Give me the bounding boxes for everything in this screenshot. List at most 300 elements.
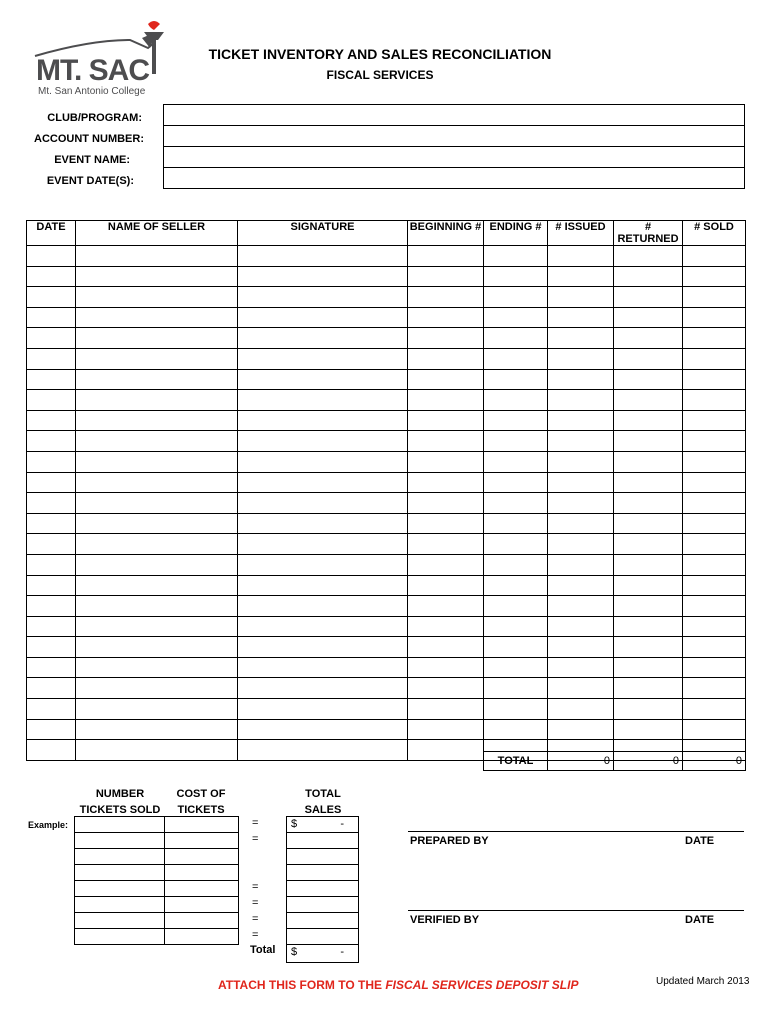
table-cell[interactable] (683, 616, 746, 637)
table-cell[interactable] (484, 431, 548, 452)
calc-row (75, 881, 239, 897)
table-row (27, 431, 746, 452)
table-cell[interactable] (238, 596, 408, 617)
table-cell[interactable] (548, 657, 614, 678)
table-cell[interactable] (76, 534, 238, 555)
table-cell[interactable] (238, 410, 408, 431)
table-cell[interactable] (614, 493, 683, 514)
total-sales-cell[interactable] (287, 929, 359, 945)
table-cell[interactable] (683, 266, 746, 287)
table-row (27, 246, 746, 267)
table-cell[interactable] (27, 699, 76, 720)
event-name-field[interactable] (163, 146, 745, 168)
table-cell[interactable] (238, 554, 408, 575)
table-cell[interactable] (76, 637, 238, 658)
table-cell[interactable] (27, 575, 76, 596)
event-name-label: EVENT NAME: (54, 154, 130, 166)
table-cell[interactable] (683, 410, 746, 431)
table-cell[interactable] (408, 596, 484, 617)
table-cell[interactable] (614, 575, 683, 596)
tickets-sold-cell[interactable] (75, 913, 165, 929)
table-cell[interactable] (548, 554, 614, 575)
table-cell[interactable] (548, 596, 614, 617)
total-sales-cell[interactable] (287, 865, 359, 881)
table-cell[interactable] (27, 678, 76, 699)
table-cell[interactable] (683, 699, 746, 720)
table-cell[interactable] (27, 513, 76, 534)
table-cell[interactable] (238, 740, 408, 761)
table-cell[interactable] (408, 266, 484, 287)
table-cell[interactable] (76, 410, 238, 431)
calc-row (287, 833, 359, 849)
table-cell[interactable] (408, 719, 484, 740)
mt-sac-logo (30, 18, 180, 100)
calc-row (75, 913, 239, 929)
table-cell[interactable] (484, 719, 548, 740)
table-cell[interactable] (238, 451, 408, 472)
table-cell[interactable] (408, 410, 484, 431)
verified-by-label: VERIFIED BY (410, 914, 480, 926)
total-sales-cell[interactable] (287, 881, 359, 897)
table-cell[interactable] (27, 246, 76, 267)
table-cell[interactable] (76, 678, 238, 699)
table-cell[interactable] (76, 513, 238, 534)
table-cell[interactable] (484, 472, 548, 493)
table-cell[interactable] (27, 534, 76, 555)
table-row (27, 657, 746, 678)
table-cell[interactable] (27, 657, 76, 678)
table-cell[interactable] (408, 328, 484, 349)
table-cell[interactable] (683, 513, 746, 534)
table-cell[interactable] (408, 348, 484, 369)
total-sales-cell[interactable] (287, 833, 359, 849)
attach-instruction (218, 978, 578, 992)
table-cell[interactable] (614, 390, 683, 411)
table-cell[interactable] (614, 513, 683, 534)
table-cell[interactable] (614, 328, 683, 349)
table-cell[interactable] (408, 699, 484, 720)
table-cell[interactable] (408, 472, 484, 493)
ticket-cost-cell[interactable] (165, 897, 239, 913)
tickets-sold-cell[interactable] (75, 929, 165, 945)
table-cell[interactable] (27, 719, 76, 740)
prepared-by-line (408, 831, 744, 832)
table-cell[interactable] (683, 554, 746, 575)
table-row (27, 390, 746, 411)
table-cell[interactable] (484, 657, 548, 678)
club-program-label: CLUB/PROGRAM: (47, 112, 142, 124)
table-cell[interactable] (683, 472, 746, 493)
table-cell[interactable] (548, 451, 614, 472)
table-cell[interactable] (484, 493, 548, 514)
logo-tagline: Mt. San Antonio College (38, 86, 146, 97)
table-row (27, 410, 746, 431)
table-cell[interactable] (408, 431, 484, 452)
col-signature: SIGNATURE (238, 221, 408, 246)
table-row (27, 678, 746, 699)
table-cell[interactable] (548, 616, 614, 637)
table-cell[interactable] (238, 348, 408, 369)
table-cell[interactable] (408, 740, 484, 761)
table-cell[interactable] (238, 657, 408, 678)
table-cell[interactable] (76, 431, 238, 452)
table-cell[interactable] (683, 678, 746, 699)
table-cell[interactable] (27, 616, 76, 637)
example-label: Example: (28, 820, 69, 830)
ticket-cost-cell[interactable] (165, 929, 239, 945)
table-cell[interactable] (484, 699, 548, 720)
updated-date: Updated March 2013 (656, 976, 750, 987)
table-row (27, 348, 746, 369)
table-cell[interactable] (408, 307, 484, 328)
total-sales-cell[interactable] (287, 849, 359, 865)
table-cell[interactable] (408, 390, 484, 411)
ticket-cost-cell[interactable] (165, 865, 239, 881)
inventory-table (26, 220, 746, 761)
table-cell[interactable] (683, 451, 746, 472)
calc-row (75, 929, 239, 945)
equals-sign: = (252, 833, 259, 845)
calc-header-cost-line2: TICKETS (177, 804, 225, 816)
table-row (27, 266, 746, 287)
tickets-sold-cell[interactable] (75, 833, 165, 849)
table-row (27, 513, 746, 534)
total-sales-cell[interactable] (287, 817, 359, 833)
table-cell[interactable] (484, 616, 548, 637)
table-cell[interactable] (238, 616, 408, 637)
table-cell[interactable] (683, 348, 746, 369)
table-cell[interactable] (408, 657, 484, 678)
table-cell[interactable] (27, 740, 76, 761)
calc-header-total-line1: TOTAL (305, 788, 341, 800)
table-cell[interactable] (683, 390, 746, 411)
table-cell[interactable] (484, 678, 548, 699)
equals-sign: = (252, 817, 259, 829)
table-cell[interactable] (27, 369, 76, 390)
col-beginning: BEGINNING # (408, 221, 484, 246)
table-row (27, 534, 746, 555)
table-cell[interactable] (614, 369, 683, 390)
table-cell[interactable] (484, 246, 548, 267)
table-cell[interactable] (408, 637, 484, 658)
table-cell[interactable] (548, 699, 614, 720)
table-cell[interactable] (484, 451, 548, 472)
attach-prefix: ATTACH THIS FORM TO THE (218, 978, 386, 992)
table-cell[interactable] (548, 493, 614, 514)
table-cell[interactable] (548, 266, 614, 287)
col-ending: ENDING # (484, 221, 548, 246)
table-cell[interactable] (484, 266, 548, 287)
total-issued: 0 (548, 752, 614, 771)
calc-header-total-line2: SALES (304, 804, 342, 816)
table-cell[interactable] (614, 699, 683, 720)
table-cell[interactable] (683, 596, 746, 617)
table-cell[interactable] (76, 348, 238, 369)
table-row (27, 472, 746, 493)
table-cell[interactable] (238, 390, 408, 411)
table-cell[interactable] (76, 699, 238, 720)
calc-header-total (288, 786, 358, 818)
table-cell[interactable] (484, 596, 548, 617)
table-cell[interactable] (614, 657, 683, 678)
table-cell[interactable] (484, 410, 548, 431)
table-row (27, 369, 746, 390)
table-cell[interactable] (238, 307, 408, 328)
table-cell[interactable] (76, 719, 238, 740)
table-cell[interactable] (238, 287, 408, 308)
col-date: DATE (27, 221, 76, 246)
table-cell[interactable] (484, 513, 548, 534)
table-cell[interactable] (238, 472, 408, 493)
table-cell[interactable] (614, 287, 683, 308)
table-cell[interactable] (484, 287, 548, 308)
table-cell[interactable] (548, 534, 614, 555)
table-cell[interactable] (548, 575, 614, 596)
table-row (27, 719, 746, 740)
table-cell[interactable] (408, 287, 484, 308)
table-cell[interactable] (408, 534, 484, 555)
col-issued: # ISSUED (548, 221, 614, 246)
tickets-sold-cell[interactable] (75, 865, 165, 881)
table-cell[interactable] (76, 493, 238, 514)
calc-row (287, 913, 359, 929)
logo-name: MT. SAC (36, 54, 149, 87)
currency-sign: $ (291, 946, 298, 958)
verified-date-label: DATE (685, 914, 715, 926)
table-cell[interactable] (548, 410, 614, 431)
table-cell[interactable] (408, 451, 484, 472)
table-row (27, 699, 746, 720)
table-cell[interactable] (408, 616, 484, 637)
table-cell[interactable] (27, 390, 76, 411)
table-cell[interactable] (614, 637, 683, 658)
event-dates-label: EVENT DATE(S): (46, 175, 134, 187)
total-sales-cell[interactable] (287, 945, 359, 963)
table-cell[interactable] (614, 266, 683, 287)
table-cell[interactable] (614, 431, 683, 452)
table-cell[interactable] (27, 266, 76, 287)
table-cell[interactable] (614, 678, 683, 699)
table-cell[interactable] (548, 678, 614, 699)
table-cell[interactable] (238, 637, 408, 658)
table-cell[interactable] (238, 369, 408, 390)
table-cell[interactable] (548, 328, 614, 349)
page-subtitle: FISCAL SERVICES (326, 68, 434, 82)
table-cell[interactable] (683, 575, 746, 596)
table-cell[interactable] (484, 328, 548, 349)
table-cell[interactable] (548, 246, 614, 267)
table-cell[interactable] (76, 266, 238, 287)
table-cell[interactable] (683, 637, 746, 658)
table-cell[interactable] (27, 493, 76, 514)
table-cell[interactable] (27, 431, 76, 452)
ticket-cost-cell[interactable] (165, 817, 239, 833)
calc-row (75, 897, 239, 913)
event-dates-field[interactable] (163, 167, 745, 189)
table-cell[interactable] (238, 678, 408, 699)
table-cell[interactable] (614, 554, 683, 575)
table-cell[interactable] (76, 472, 238, 493)
table-cell[interactable] (27, 410, 76, 431)
table-cell[interactable] (548, 390, 614, 411)
table-cell[interactable] (27, 637, 76, 658)
total-sales-cell[interactable] (287, 913, 359, 929)
table-row (27, 596, 746, 617)
table-cell[interactable] (238, 328, 408, 349)
table-cell[interactable] (27, 287, 76, 308)
table-cell[interactable] (408, 493, 484, 514)
attach-emphasis: FISCAL SERVICES DEPOSIT SLIP (385, 978, 579, 992)
tickets-sold-cell[interactable] (75, 849, 165, 865)
table-cell[interactable] (683, 369, 746, 390)
table-cell[interactable] (408, 246, 484, 267)
currency-sign: $ (291, 818, 298, 830)
table-row (27, 637, 746, 658)
table-cell[interactable] (76, 554, 238, 575)
table-cell[interactable] (76, 369, 238, 390)
table-cell[interactable] (76, 616, 238, 637)
table-cell[interactable] (548, 307, 614, 328)
table-cell[interactable] (548, 348, 614, 369)
table-cell[interactable] (238, 246, 408, 267)
table-cell[interactable] (683, 287, 746, 308)
table-cell[interactable] (238, 266, 408, 287)
tickets-sold-cell[interactable] (75, 817, 165, 833)
table-cell[interactable] (27, 348, 76, 369)
calc-row (75, 865, 239, 881)
table-cell[interactable] (683, 328, 746, 349)
table-cell[interactable] (484, 637, 548, 658)
table-cell[interactable] (76, 287, 238, 308)
table-cell[interactable] (614, 410, 683, 431)
table-cell[interactable] (614, 246, 683, 267)
calc-row (287, 865, 359, 881)
table-cell[interactable] (76, 307, 238, 328)
ticket-cost-cell[interactable] (165, 913, 239, 929)
tickets-sold-cell[interactable] (75, 881, 165, 897)
table-cell[interactable] (548, 637, 614, 658)
table-cell[interactable] (76, 740, 238, 761)
ticket-cost-cell[interactable] (165, 833, 239, 849)
table-cell[interactable] (408, 513, 484, 534)
calc-header-number (72, 786, 168, 818)
table-cell[interactable] (484, 554, 548, 575)
amount-dash: - (340, 818, 344, 830)
table-cell[interactable] (76, 451, 238, 472)
table-cell[interactable] (548, 513, 614, 534)
table-cell[interactable] (614, 348, 683, 369)
table-cell[interactable] (484, 369, 548, 390)
table-cell[interactable] (683, 493, 746, 514)
table-cell[interactable] (484, 307, 548, 328)
total-sold: 0 (683, 752, 746, 771)
table-cell[interactable] (683, 534, 746, 555)
table-cell[interactable] (238, 513, 408, 534)
table-cell[interactable] (683, 719, 746, 740)
table-cell[interactable] (76, 246, 238, 267)
table-cell[interactable] (27, 307, 76, 328)
table-row (27, 493, 746, 514)
table-cell[interactable] (238, 575, 408, 596)
table-cell[interactable] (548, 431, 614, 452)
table-cell[interactable] (238, 699, 408, 720)
table-cell[interactable] (484, 534, 548, 555)
table-cell[interactable] (408, 554, 484, 575)
total-sales-cell[interactable] (287, 897, 359, 913)
table-cell[interactable] (27, 328, 76, 349)
table-cell[interactable] (614, 307, 683, 328)
table-cell[interactable] (408, 678, 484, 699)
account-number-field[interactable] (163, 125, 745, 147)
table-cell[interactable] (484, 575, 548, 596)
table-cell[interactable] (548, 472, 614, 493)
table-cell[interactable] (238, 493, 408, 514)
table-cell[interactable] (238, 719, 408, 740)
calc-row (287, 881, 359, 897)
table-cell[interactable] (683, 657, 746, 678)
table-cell[interactable] (238, 534, 408, 555)
calc-header-cost-line1: COST OF (176, 788, 226, 800)
table-cell[interactable] (76, 575, 238, 596)
table-cell[interactable] (484, 348, 548, 369)
table-cell[interactable] (408, 575, 484, 596)
table-cell[interactable] (548, 719, 614, 740)
equals-sign: = (252, 913, 259, 925)
verified-by-line (408, 910, 744, 911)
table-cell[interactable] (614, 719, 683, 740)
table-cell[interactable] (614, 596, 683, 617)
table-cell[interactable] (238, 431, 408, 452)
club-program-field[interactable] (163, 104, 745, 126)
calc-header-number-line2: TICKETS SOLD (79, 804, 161, 816)
ticket-cost-cell[interactable] (165, 881, 239, 897)
table-cell[interactable] (614, 616, 683, 637)
table-cell[interactable] (27, 554, 76, 575)
total-label: TOTAL (484, 752, 548, 771)
table-cell[interactable] (548, 287, 614, 308)
table-cell[interactable] (614, 472, 683, 493)
calc-total-label: Total (250, 944, 276, 956)
total-sales-table (286, 816, 359, 963)
table-cell[interactable] (408, 369, 484, 390)
table-cell[interactable] (683, 307, 746, 328)
table-cell[interactable] (27, 596, 76, 617)
table-cell[interactable] (683, 431, 746, 452)
table-cell[interactable] (76, 657, 238, 678)
table-cell[interactable] (76, 596, 238, 617)
equals-sign: = (252, 881, 259, 893)
ticket-cost-cell[interactable] (165, 849, 239, 865)
table-row (27, 328, 746, 349)
table-cell[interactable] (76, 328, 238, 349)
table-cell[interactable] (614, 451, 683, 472)
table-cell[interactable] (614, 534, 683, 555)
table-row (27, 554, 746, 575)
table-cell[interactable] (27, 472, 76, 493)
calc-row (75, 817, 239, 833)
table-cell[interactable] (683, 246, 746, 267)
table-row (27, 616, 746, 637)
table-cell[interactable] (548, 369, 614, 390)
table-row (27, 307, 746, 328)
table-cell[interactable] (484, 390, 548, 411)
tickets-sold-cell[interactable] (75, 897, 165, 913)
table-cell[interactable] (76, 390, 238, 411)
total-returned: 0 (614, 752, 683, 771)
account-number-label: ACCOUNT NUMBER: (34, 133, 144, 145)
table-cell[interactable] (27, 451, 76, 472)
prepared-date-label: DATE (685, 835, 715, 847)
